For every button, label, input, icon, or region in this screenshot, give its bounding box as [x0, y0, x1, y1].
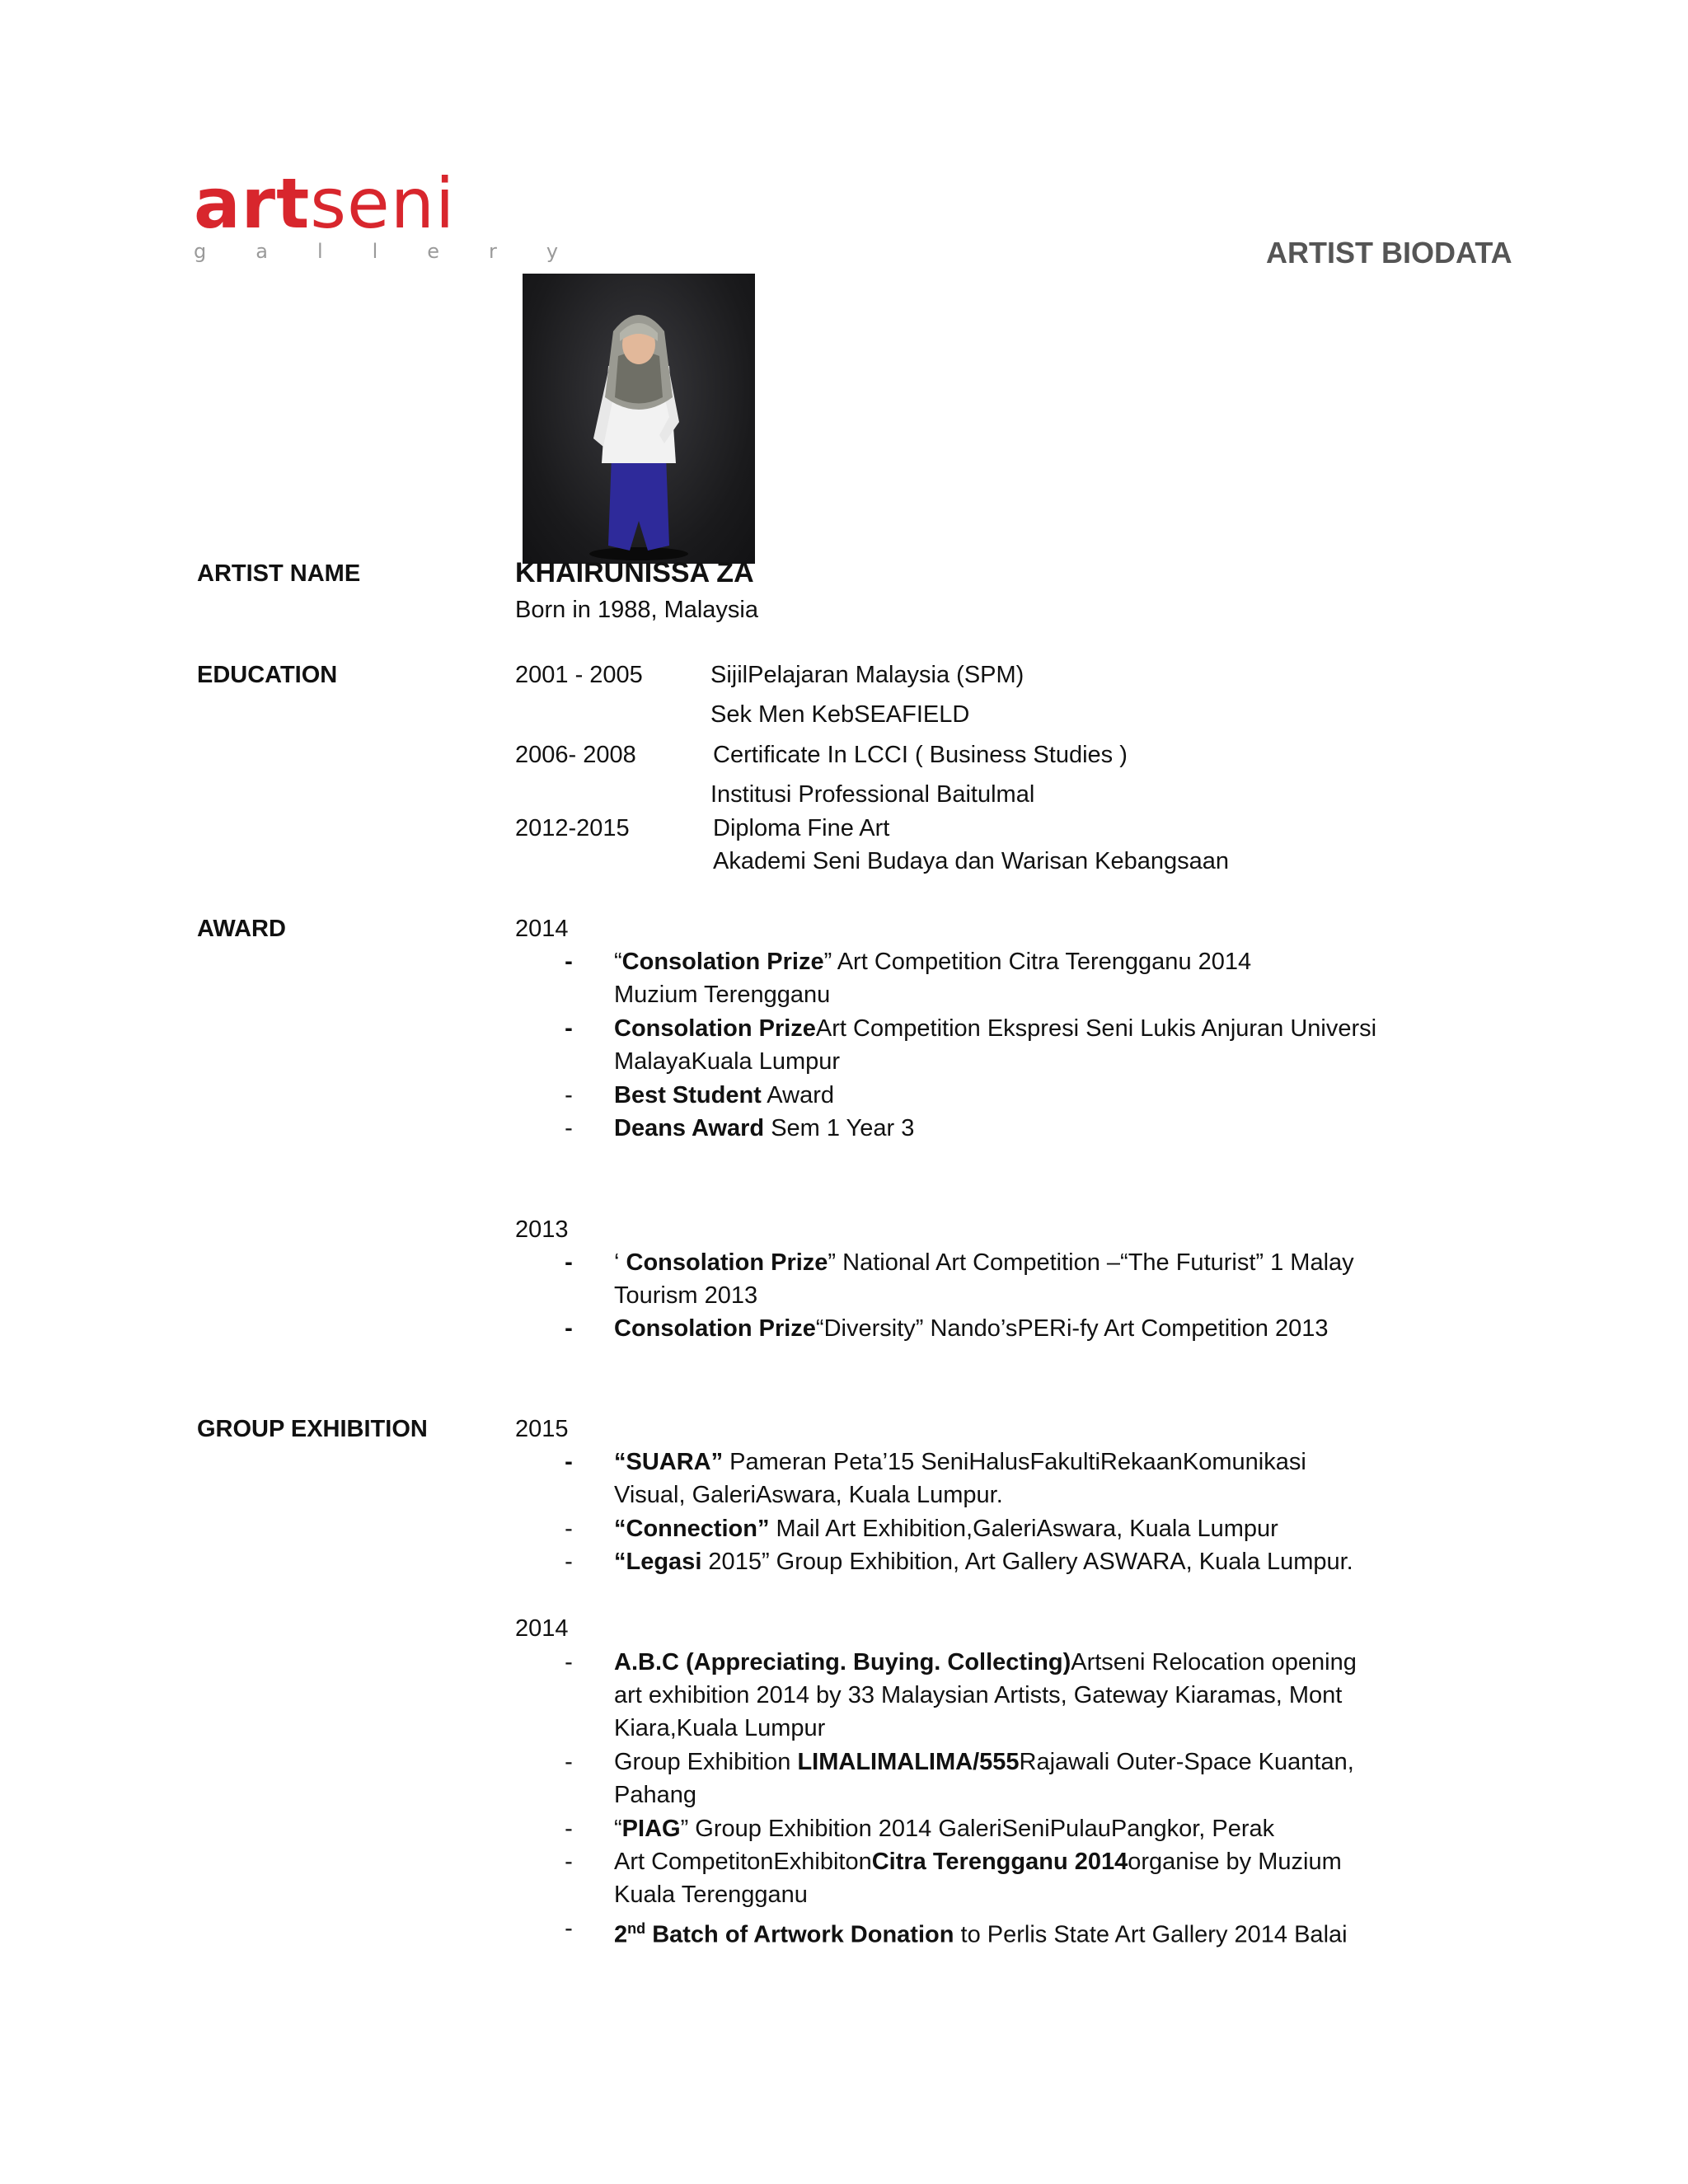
document-title: ARTIST BIODATA	[1266, 236, 1512, 269]
bullet-dash: -	[565, 1549, 573, 1575]
award-item	[614, 945, 1251, 978]
gallery-logo	[194, 163, 608, 263]
award-detail: Sem 1 Year 3	[764, 1115, 915, 1141]
exhibition-detail: Pameran Peta’15 SeniHalusFakultiRekaanKomunikasi	[723, 1449, 1306, 1475]
award-title: Consolation Prize	[621, 949, 824, 975]
artist-figure	[523, 274, 755, 564]
quote-open: ‘	[614, 1249, 626, 1276]
education-years: 2006- 2008	[515, 742, 636, 768]
logo-wordmark	[194, 163, 607, 244]
award-title: Consolation Prize	[614, 1015, 816, 1042]
award-year: 2013	[515, 1216, 569, 1243]
exhibition-title: Citra Terengganu 2014	[871, 1849, 1128, 1875]
artist-name: KHAIRUNISSA ZA	[515, 557, 754, 588]
exhibition-detail: Art CompetitonExhibiton	[614, 1849, 872, 1875]
exhibition-title: A.B.C (Appreciating. Buying. Collecting)	[614, 1649, 1071, 1675]
award-detail: ” National Art Competition –“The Futurist” 1 Malay	[828, 1249, 1354, 1276]
bullet-dash: -	[565, 1082, 573, 1108]
award-item	[614, 1312, 1329, 1345]
bullet-dash: -	[565, 1015, 573, 1042]
education-line: Diploma Fine Art	[713, 815, 890, 841]
bullet-dash: -	[565, 1115, 573, 1141]
artist-name-label: ARTIST NAME	[197, 560, 361, 587]
bullet-dash: -	[565, 1915, 573, 1942]
bullet-dash: -	[565, 1649, 573, 1675]
exhibition-detail: 2015” Group Exhibition, Art Gallery ASWARA, Kuala Lumpur.	[701, 1549, 1353, 1575]
exhibition-title: “Connection”	[614, 1516, 770, 1542]
exhibition-detail: ” Group Exhibition 2014 GaleriSeniPulauPangkor, Perak	[680, 1816, 1275, 1842]
award-detail: ” Art Competition Citra Terengganu 2014	[823, 949, 1252, 975]
exhibition-item-line: Kuala Terengganu	[614, 1882, 808, 1908]
award-label: AWARD	[197, 916, 286, 942]
award-detail: Art Competition Ekspresi Seni Lukis Anjuran Universi	[815, 1015, 1377, 1042]
group-exhibition-label: GROUP EXHIBITION	[197, 1416, 428, 1442]
exhibition-item-line: art exhibition 2014 by 33 Malaysian Artists, Gateway Kiaramas, Mont	[614, 1682, 1343, 1708]
award-item-line: MalayaKuala Lumpur	[614, 1048, 841, 1075]
exhibition-title: 2	[614, 1921, 628, 1948]
exhibition-year: 2015	[515, 1416, 569, 1442]
exhibition-item	[614, 1545, 1353, 1578]
award-detail: Award	[761, 1082, 834, 1108]
award-item-line: Tourism 2013	[614, 1282, 758, 1309]
quote-open: “	[614, 1816, 622, 1842]
exhibition-title: “Legasi	[614, 1549, 702, 1575]
award-item	[614, 1246, 1354, 1279]
bullet-dash: -	[565, 1816, 573, 1842]
award-item	[614, 1079, 834, 1112]
exhibition-year: 2014	[515, 1615, 569, 1642]
exhibition-title: PIAG	[621, 1816, 681, 1842]
exhibition-item	[614, 1912, 1348, 1952]
exhibition-detail: Group Exhibition	[614, 1749, 798, 1775]
exhibition-item-line: Visual, GaleriAswara, Kuala Lumpur.	[614, 1482, 1003, 1508]
bullet-dash: -	[565, 1749, 573, 1775]
award-item-line: Muzium Terengganu	[614, 982, 831, 1008]
education-line: Certificate In LCCI ( Business Studies )	[713, 742, 1128, 768]
education-label: EDUCATION	[197, 662, 338, 688]
exhibition-detail: Artseni Relocation opening	[1071, 1649, 1357, 1675]
award-title: Deans Award	[614, 1115, 765, 1141]
exhibition-title: Batch of Artwork Donation	[645, 1921, 954, 1948]
education-years: 2012-2015	[515, 815, 630, 841]
exhibition-item	[614, 1446, 1306, 1479]
award-title: Consolation Prize	[614, 1315, 816, 1342]
exhibition-title: “SUARA”	[614, 1449, 724, 1475]
exhibition-detail: to Perlis State Art Gallery 2014 Balai	[954, 1921, 1348, 1948]
logo-subtitle: gallery	[194, 240, 608, 263]
award-detail: “Diversity” Nando’sPERi-fy Art Competition 2013	[815, 1315, 1329, 1342]
bullet-dash: -	[565, 1849, 573, 1875]
exhibition-detail: organise by Muzium	[1128, 1849, 1342, 1875]
quote-open: “	[614, 949, 622, 975]
award-item	[614, 1012, 1376, 1045]
award-item	[614, 1112, 914, 1145]
exhibition-item	[614, 1812, 1274, 1845]
award-title: Best Student	[614, 1082, 762, 1108]
exhibition-item	[614, 1746, 1354, 1779]
ordinal-suffix: nd	[627, 1920, 646, 1937]
education-line: Akademi Seni Budaya dan Warisan Kebangsaan	[713, 848, 1230, 874]
bullet-dash: -	[565, 1249, 573, 1276]
bullet-dash: -	[565, 1516, 573, 1542]
exhibition-item-line: Pahang	[614, 1782, 696, 1808]
exhibition-title: LIMALIMALIMA/555	[797, 1749, 1020, 1775]
exhibition-item-line: Kiara,Kuala Lumpur	[614, 1715, 826, 1741]
education-line: SijilPelajaran Malaysia (SPM)	[710, 662, 1025, 688]
exhibition-detail: Rajawali Outer-Space Kuantan,	[1019, 1749, 1354, 1775]
exhibition-item	[614, 1512, 1278, 1545]
education-years: 2001 - 2005	[515, 662, 643, 688]
artist-photo	[523, 274, 755, 564]
artist-born: Born in 1988, Malaysia	[515, 597, 758, 623]
award-year: 2014	[515, 916, 569, 942]
exhibition-item	[614, 1845, 1342, 1878]
logo-seni: seni	[310, 163, 456, 244]
bullet-dash: -	[565, 1315, 573, 1342]
bullet-dash: -	[565, 949, 573, 975]
education-line: Institusi Professional Baitulmal	[710, 781, 1035, 808]
exhibition-detail: Mail Art Exhibition,GaleriAswara, Kuala Lumpur	[769, 1516, 1278, 1542]
logo-art: art	[194, 163, 311, 244]
award-title: Consolation Prize	[626, 1249, 828, 1276]
bullet-dash: -	[565, 1449, 573, 1475]
education-line: Sek Men KebSEAFIELD	[710, 701, 970, 728]
exhibition-item	[614, 1646, 1357, 1679]
